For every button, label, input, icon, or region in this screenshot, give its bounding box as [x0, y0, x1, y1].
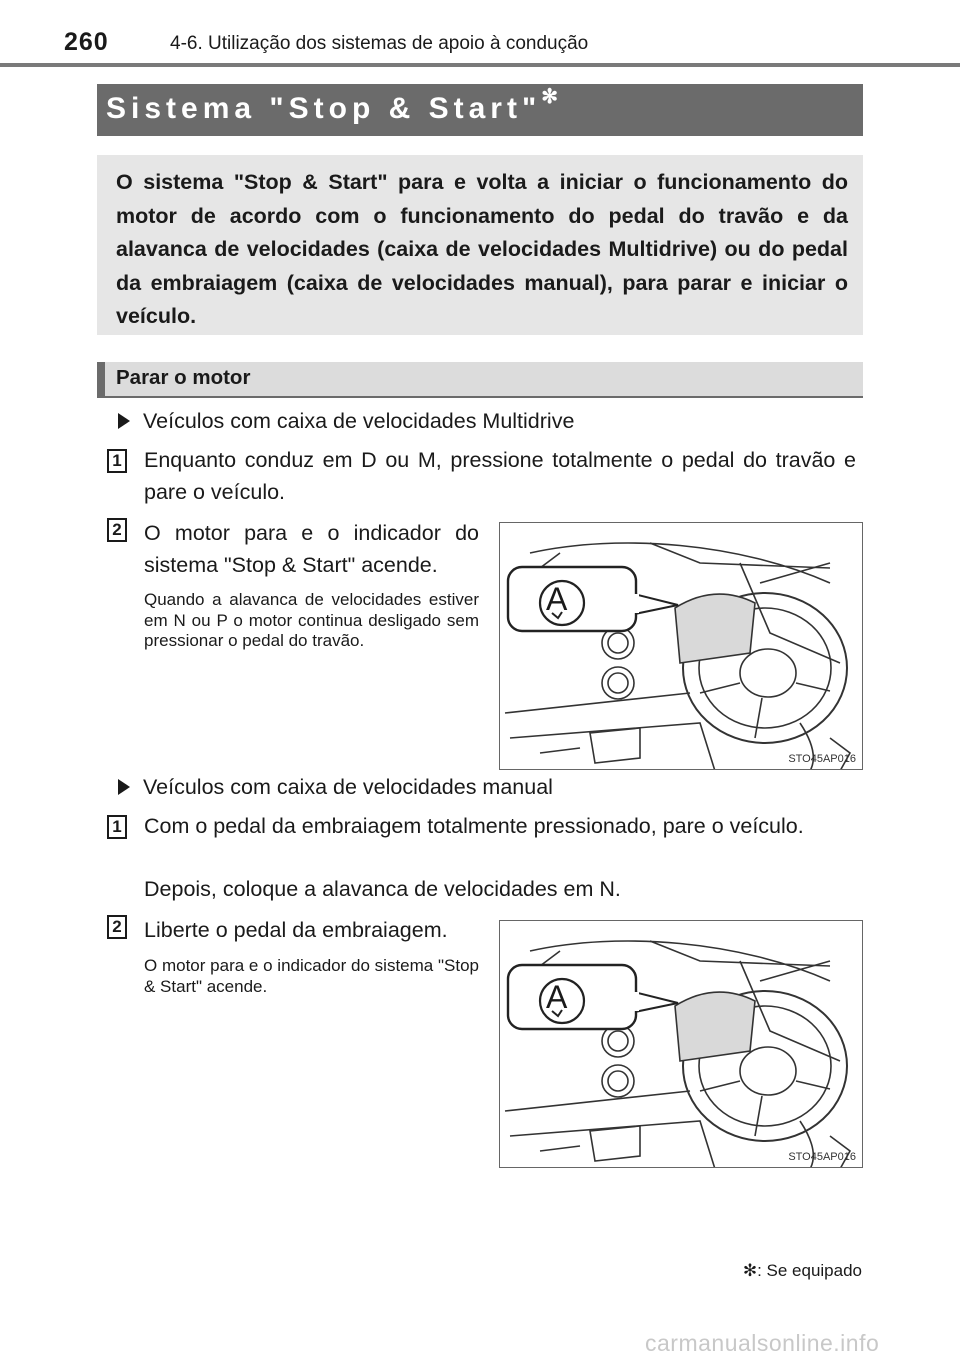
step-badge: 2 — [107, 915, 127, 939]
section-accent — [97, 362, 105, 398]
multidrive-step2-text: O motor para e o indicador do sistema "Stop & Start" acende. — [144, 521, 479, 577]
manual-step1-text-2: Depois, coloque a alavanca de velocidades em N. — [144, 877, 621, 901]
chapter-title: 4-6. Utilização dos sistemas de apoio à condução — [170, 33, 589, 54]
triangle-bullet-icon — [118, 413, 130, 429]
manual-heading-text: Veículos com caixa de velocidades manual — [143, 775, 553, 799]
callout-label: A — [546, 979, 568, 1015]
step-badge: 1 — [107, 815, 127, 839]
manual-step1-text: Com o pedal da embraiagem totalmente pressionado, pare o veículo. — [144, 814, 804, 838]
triangle-bullet-icon — [118, 779, 130, 795]
footnote-text: : Se equipado — [757, 1261, 862, 1280]
section-title: Parar o motor — [116, 366, 251, 389]
multidrive-step1-text: Enquanto conduz em D ou M, pressione totalmente o pedal do travão e pare o veículo. — [144, 448, 856, 504]
page-number: 260 — [64, 28, 109, 56]
step-badge: 1 — [107, 449, 127, 473]
multidrive-heading-text: Veículos com caixa de velocidades Multidrive — [143, 409, 575, 433]
intro-text: O sistema "Stop & Start" para e volta a iniciar o funcionamento do motor de acordo com o funcionamento do pedal do travão e da alavanca de velocidades (caixa de velocidades Multidrive) ou do pedal da embraiagem (caixa de velocidades manual), para parar e iniciar o veículo. — [116, 170, 848, 328]
multidrive-note: Quando a alavanca de velocidades estiver em N ou P o motor continua desligado sem pressionar o pedal do travão. — [144, 590, 479, 650]
footnote-mark: ✻ — [742, 1261, 758, 1280]
manual-step2-text: Liberte o pedal da embraiagem. — [144, 918, 448, 942]
dashboard-drawing — [500, 523, 863, 770]
dashboard-illustration — [499, 522, 863, 770]
page-title-text: Sistema "Stop & Start" — [106, 92, 542, 125]
watermark: carmanualsonline.info — [645, 1330, 880, 1356]
multidrive-heading — [118, 409, 574, 434]
dashboard-drawing — [500, 921, 863, 1168]
asterisk-mark: ✻ — [541, 86, 558, 108]
manual-heading — [118, 775, 553, 800]
page-title — [106, 88, 558, 126]
callout-label: A — [546, 581, 568, 617]
footnote — [743, 1261, 862, 1281]
figure-code: STO45AP016 — [788, 1151, 856, 1163]
step-badge: 2 — [107, 518, 127, 542]
dashboard-illustration — [499, 920, 863, 1168]
header-divider — [0, 63, 960, 67]
manual-note: O motor para e o indicador do sistema "Stop & Start" acende. — [144, 956, 479, 996]
figure-code: STO45AP016 — [788, 753, 856, 765]
